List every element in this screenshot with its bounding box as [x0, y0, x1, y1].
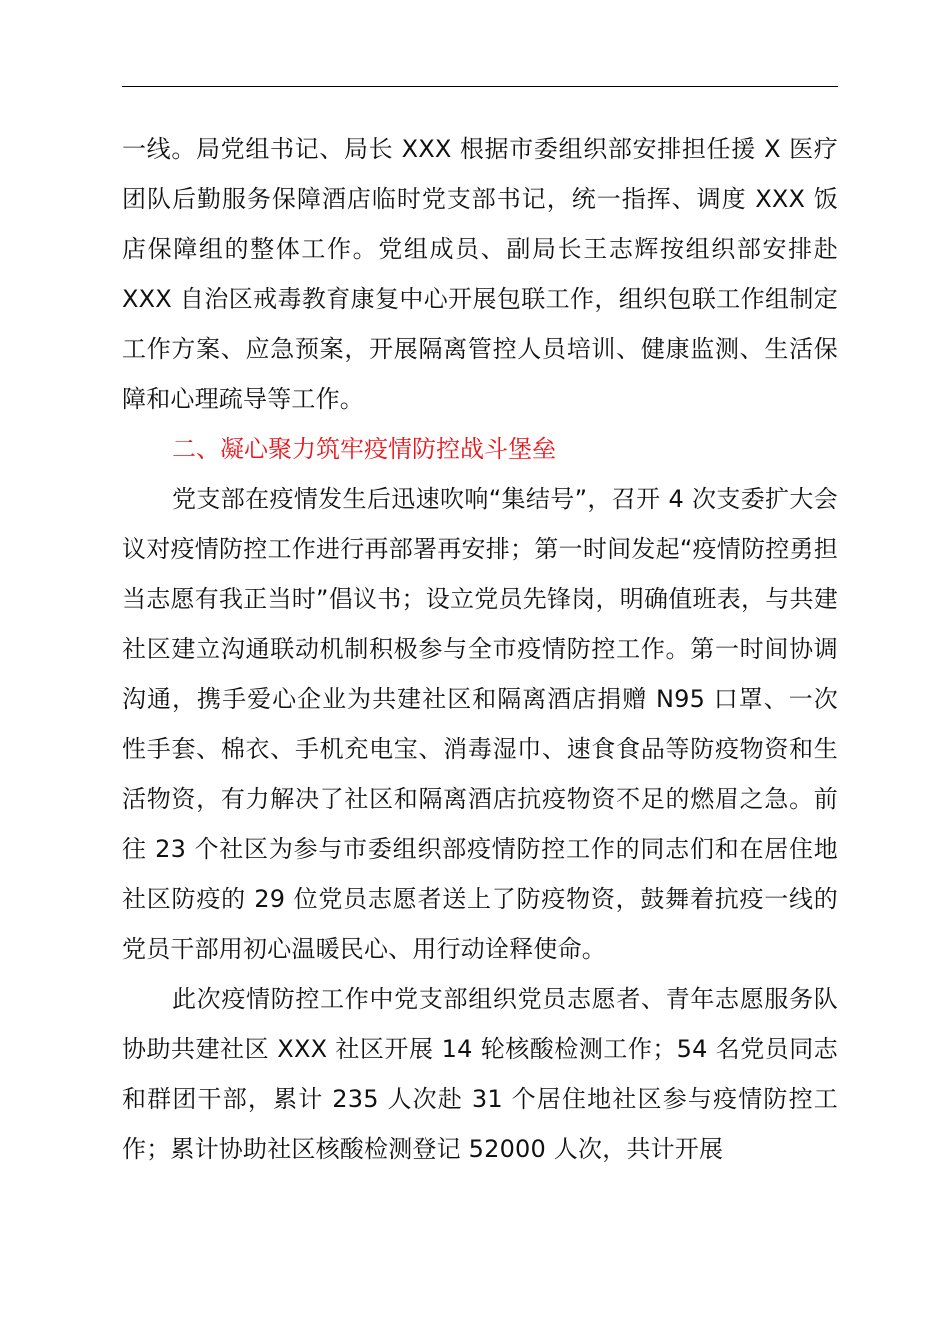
header-rule	[122, 86, 838, 87]
document-body	[122, 124, 838, 1174]
paragraph-continued-frontline: 一线。局党组书记、局长 XXX 根据市委组织部安排担任援 X 医疗团队后勤服务保障酒店临时党支部书记，统一指挥、调度 XXX 饭店保障组的整体工作。党组成员、副局长王志辉按组织部安排赴 XXX 自治区戒毒教育康复中心开展包联工作，组织包联工作组制定工作方案、应急预案，开展隔离管控人员培训、健康监测、生活保障和心理疏导等工作。	[122, 135, 838, 413]
paragraph-volunteer-work: 此次疫情防控工作中党支部组织党员志愿者、青年志愿服务队协助共建社区 XXX 社区开展 14 轮核酸检测工作；54 名党员同志和群团干部，累计 235 人次赴 31 个居住地社区参与疫情防控工作；累计协助社区核酸检测登记 52000 人次，共计开展	[122, 985, 838, 1163]
section-heading: 二、凝心聚力筑牢疫情防控战斗堡垒	[172, 435, 556, 463]
paragraph-party-branch-response: 党支部在疫情发生后迅速吹响“集结号”，召开 4 次支委扩大会议对疫情防控工作进行再部署再安排；第一时间发起“疫情防控勇担当志愿有我正当时”倡议书；设立党员先锋岗，明确值班表，与共建社区建立沟通联动机制积极参与全市疫情防控工作。第一时间协调沟通，携手爱心企业为共建社区和隔离酒店捐赠 N95 口罩、一次性手套、棉衣、手机充电宝、消毒湿巾、速食食品等防疫物资和生活物资，有力解决了社区和隔离酒店抗疫物资不足的燃眉之急。前往 23 个社区为参与市委组织部疫情防控工作的同志们和在居住地社区防疫的 29 位党员志愿者送上了防疫物资，鼓舞着抗疫一线的党员干部用初心温暖民心、用行动诠释使命。	[122, 485, 838, 963]
